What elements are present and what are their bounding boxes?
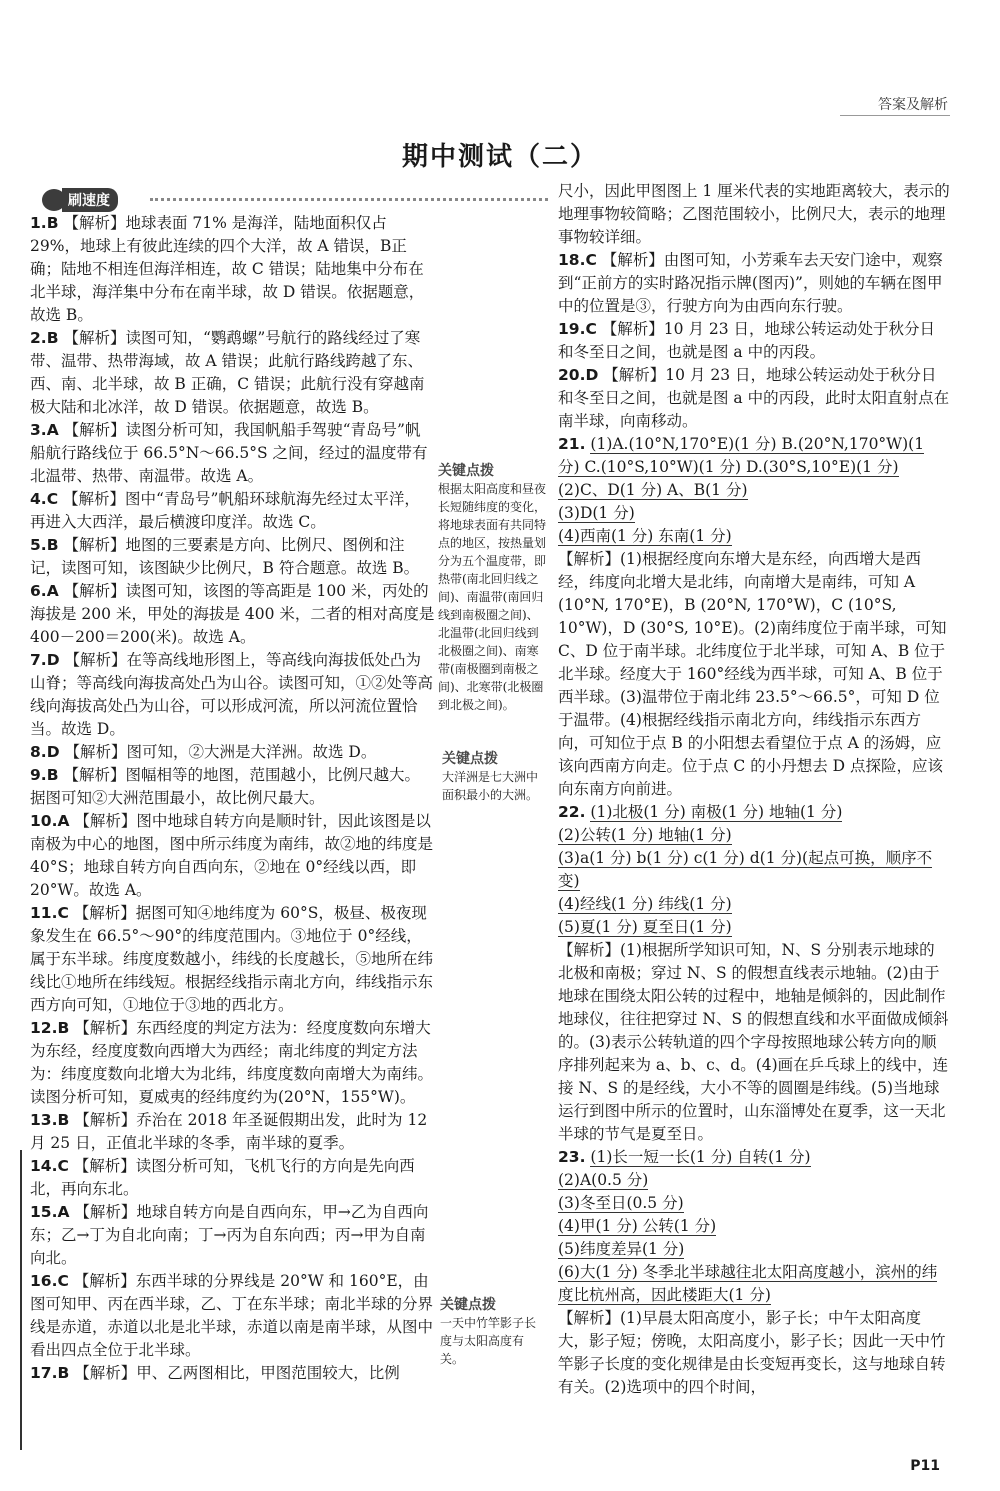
answer-line: (1)A.(10°N,170°E)(1 分) B.(20°N,170°W)(1 分) C.(10°S,10°W)(1 分) D.(30°S,10°E)(1 分) xyxy=(558,435,925,476)
key-point-note xyxy=(442,750,546,804)
answer-item: 3.A 【解析】读图分析可知，我国帆船手驾驶“青岛号”帆船航行路线位于 66.5°N～66.5°S 之间，经过的温度带有北温带、热带、南温带。故选 A。 xyxy=(30,421,428,485)
header-rule xyxy=(840,115,950,116)
answer-item: 9.B 【解析】图幅相等的地图，范围越小，比例尺越大。据图可知②大洲范围最小，故比例尺最大。 xyxy=(30,766,420,807)
answer-line: (2)A(0.5 分) xyxy=(558,1171,649,1189)
answer-item: 7.D 【解析】在等高线地形图上，等高线向海拔低处凸为山脊；等高线向海拔高处凸为山谷。读图可知，①②处等高线向海拔高处凸为山谷，可以形成河流，所以河流位置恰当。故选 D。 xyxy=(30,651,434,738)
answer-line: (2)C、D(1 分) A、B(1 分) xyxy=(558,481,748,499)
answer-line: (2)公转(1 分) 地轴(1 分) xyxy=(558,826,732,844)
answer-line: (5)夏(1 分) 夏至日(1 分) xyxy=(558,918,732,936)
key-point-title: 关键点拨 xyxy=(440,1297,496,1313)
answer-item: 18.C 【解析】由图可知，小芳乘车去天安门途中，观察到“正前方的实时路况指示牌(图丙)”，则她的车辆在图甲中的位置是③，行驶方向为由西向东行驶。 xyxy=(558,251,943,315)
answer-item: 11.C 【解析】据图可知④地纬度为 60°S，极昼、极夜现象发生在 66.5°～90°的纬度范围内。③地位于 0°经线，属于东半球。纬度度数越小，纬线的长度越长，⑤地所在纬线比①地所在纬线短。根据经线指示南北方向，纬线指示东西方向可知，①地位于③地的西北方。 xyxy=(30,904,434,1014)
answer-line: (4)经线(1 分) 纬线(1 分) xyxy=(558,895,732,913)
section-badge-label: 刷速度 xyxy=(62,188,118,212)
question-21 xyxy=(558,433,950,801)
answer-item: 15.A 【解析】地球自转方向是自西向东，甲→乙为自西向东；乙→丁为自北向南；丁→丙为自东向西；丙→甲为自南向北。 xyxy=(30,1203,429,1267)
answer-item: 17.B 【解析】甲、乙两图相比，甲图范围较大，比例 xyxy=(30,1364,400,1382)
answer-line: (4)甲(1 分) 公转(1 分) xyxy=(558,1217,717,1235)
answer-item: 20.D 【解析】10 月 23 日，地球公转运动处于秋分日和冬至日之间，也就是图 a 中的丙段，此时太阳直射点在南半球，向南移动。 xyxy=(558,366,950,430)
analysis-text: 【解析】(1)根据所学知识可知，N、S 分别表示地球的北极和南极；穿过 N、S 的假想直线表示地轴。(2)由于地球在围绕太阳公转的过程中，地轴是倾斜的，因此制作地球仪，往往把穿过 N、S 的假想直线和水平面做成倾斜的。(3)表示公转轨道的四个字母按照地球公转方向的顺序排列起来为 a、b、c、d。(4)画在乒乓球上的线中，连接 N、S 的是经线，大小不等的圆圈是纬线。(5)当地球运行到图中所示的位置时，山东淄博处在夏季，这一天北半球的节气是夏至日。 xyxy=(558,941,949,1143)
right-column xyxy=(558,180,950,1399)
answer-item: 2.B 【解析】读图可知，“鹦鹉螺”号航行的路线经过了寒带、温带、热带海域，故 A 错误；此航行路线跨越了东、西、南、北半球，故 B 正确，C 错误；此航行没有穿越南极大陆和北冰洋，故 D 错误。依据题意，故选 B。 xyxy=(30,329,425,416)
answer-item: 4.C 【解析】图中“青岛号”帆船环球航海先经过太平洋，再进入大西洋，最后横渡印度洋。故选 C。 xyxy=(30,490,420,531)
answer-item: 13.B 【解析】乔治在 2018 年圣诞假期出发，此时为 12 月 25 日，正值北半球的冬季，南半球的夏季。 xyxy=(30,1111,428,1152)
question-number: 22. xyxy=(558,803,586,821)
answer-line: (6)大(1 分) 冬季北半球越往北太阳高度越小，滨州的纬度比杭州高，因此楼距大(1 分) xyxy=(558,1263,938,1304)
answer-line: (3)a(1 分) b(1 分) c(1 分) d(1 分)(起点可换，顺序不变) xyxy=(558,849,933,890)
question-number: 21. xyxy=(558,435,586,453)
question-22 xyxy=(558,801,950,1146)
section-divider xyxy=(150,198,548,201)
answer-line: (1)长一短一长(1 分) 自转(1 分) xyxy=(590,1148,811,1166)
answer-line: (4)西南(1 分) 东南(1 分) xyxy=(558,527,732,545)
section-badge xyxy=(42,188,118,212)
key-point-note xyxy=(438,462,550,714)
key-point-text: 一天中竹竿影子长度与太阳高度有关。 xyxy=(440,1316,537,1366)
key-point-title: 关键点拨 xyxy=(438,463,494,479)
header-section-label: 答案及解析 xyxy=(878,97,948,113)
answer-item: 6.A 【解析】读图可知，该图的等高距是 100 米，丙处的海拔是 200 米，甲处的海拔是 400 米，二者的相对高度是 400－200＝200(米)。故选 A。 xyxy=(30,582,435,646)
answer-item: 10.A 【解析】图中地球自转方向是顺时针，因此该图是以南极为中心的地图，图中所示纬度为南纬，故②地的纬度是 40°S；地球自转方向自西向东，②地在 0°经线以西，即 20°W。故选 A。 xyxy=(30,812,434,899)
answer-item: 5.B 【解析】地图的三要素是方向、比例尺、图例和注记，读图可知，该图缺少比例尺，B 符合题意。故选 B。 xyxy=(30,536,420,577)
key-point-text: 根据太阳高度和昼夜长短随纬度的变化，将地球表面有共同特点的地区，按热量划分为五个温度带，即热带(南北回归线之间)、南温带(南回归线到南极圈之间)、北温带(北回归线到北极圈之间)、南寒带(南极圈到南极之间)、北寒带(北极圈到北极之间)。 xyxy=(438,482,547,712)
page-number: P11 xyxy=(910,1458,940,1474)
answer-line: (3)D(1 分) xyxy=(558,504,635,522)
answer-continuation: 尺小，因此甲图图上 1 厘米代表的实地距离较大，表示的地理事物较简略；乙图范围较小，比例尺大，表示的地理事物较详细。 xyxy=(558,182,950,246)
analysis-text: 【解析】(1)根据经度向东增大是东经，向西增大是西经，纬度向北增大是北纬，向南增大是南纬，可知 A (10°N, 170°E)，B (20°N, 170°W)，C (10°S, 10°W)，D (30°S, 10°E)。(2)南纬度位于南半球，可知 C、D 位于南半球。北纬度位于北半球，可知 A、B 位于北半球。经度大于 160°经线为西半球，可知 A、B 位于西半球。(3)温带位于南北纬 23.5°～66.5°，可知 D 位于温带。(4)根据经线指示南北方向，纬线指示东西方向，可知位于点 B 的小阳想去看望位于点 A 的汤姆，应该向西南方向走。位于点 C 的小丹想去 D 点探险，应该向东南方向前进。 xyxy=(558,550,947,798)
answer-item: 1.B 【解析】地球表面 71% 是海洋，陆地面积仅占29%，地球上有彼此连续的四个大洋，故 A 错误，B正确；陆地不相连但海洋相连，故 C 错误；陆地集中分布在北半球，海洋集中分布在南半球，故 D 错误。依据题意，故选 B。 xyxy=(30,214,425,324)
question-23 xyxy=(558,1146,950,1399)
page-title: 期中测试（二） xyxy=(401,142,598,172)
answer-item: 19.C 【解析】10 月 23 日，地球公转运动处于秋分日和冬至日之间，也就是图 a 中的丙段。 xyxy=(558,320,936,361)
answer-line: (3)冬至日(0.5 分) xyxy=(558,1194,684,1212)
answer-item: 14.C 【解析】读图分析可知，飞机飞行的方向是先向西北，再向东北。 xyxy=(30,1157,415,1198)
answer-line: (5)纬度差异(1 分) xyxy=(558,1240,685,1258)
answer-item: 8.D 【解析】图可知，②大洲是大洋洲。故选 D。 xyxy=(30,743,377,761)
analysis-text: 【解析】(1)早晨太阳高度小，影子长；中午太阳高度大，影子短；傍晚，太阳高度小，影子长；因此一天中竹竿影子长度的变化规律是由长变短再变长，这与地球自转有关。(2)选项中的四个时间， xyxy=(558,1309,946,1396)
answer-item: 16.C 【解析】东西半球的分界线是 20°W 和 160°E，由图可知甲、丙在西半球，乙、丁在东半球；南北半球的分界线是赤道，赤道以北是北半球，赤道以南是南半球，从图中看出四点全位于北半球。 xyxy=(30,1272,434,1359)
answer-item: 12.B 【解析】东西经度的判定方法为：经度度数向东增大为东经，经度度数向西增大为西经；南北纬度的判定方法为：纬度度数向北增大为北纬，纬度度数向南增大为南纬。读图分析可知，夏威夷的经纬度约为(20°N，155°W)。 xyxy=(30,1019,434,1106)
key-point-title: 关键点拨 xyxy=(442,751,498,767)
key-point-text: 大洋洲是七大洲中面积最小的大洲。 xyxy=(442,770,539,802)
margin-rule xyxy=(20,1150,22,1450)
left-column xyxy=(30,212,435,1385)
answer-line: (1)北极(1 分) 南极(1 分) 地轴(1 分) xyxy=(590,803,843,821)
key-point-note xyxy=(440,1296,546,1368)
question-number: 23. xyxy=(558,1148,586,1166)
